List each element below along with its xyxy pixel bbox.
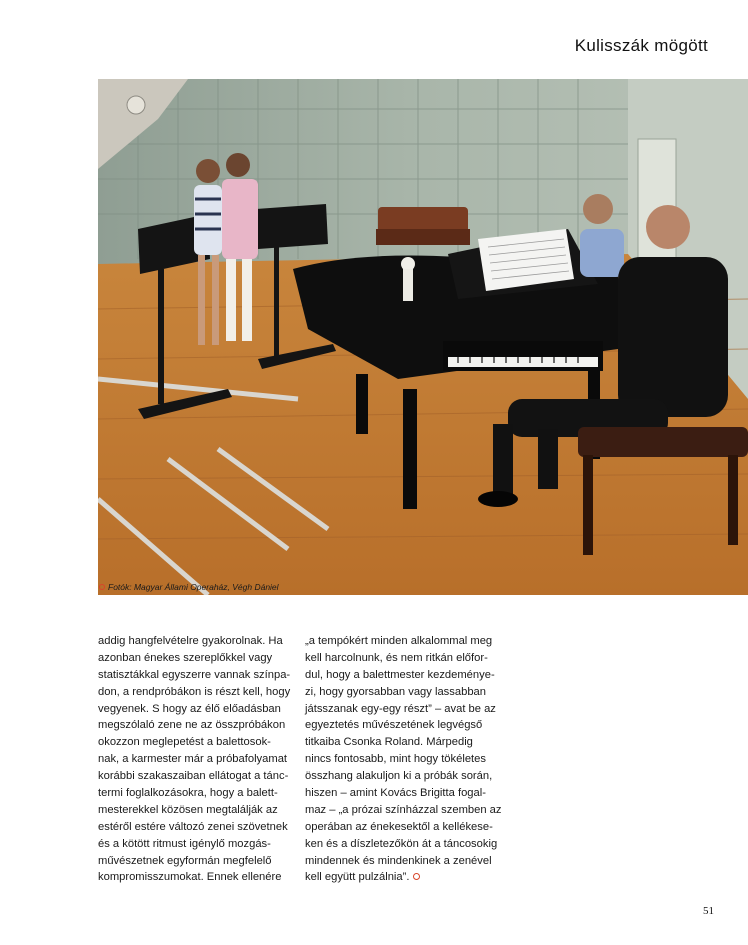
text-line: kompromisszumokat. Ennek ellenére (98, 871, 282, 884)
text-line: zi, hogy gyorsabban vagy lassabban (305, 685, 486, 698)
rehearsal-photo (98, 79, 748, 595)
text-line: mesterekkel közösen megtalálják az (98, 803, 278, 816)
article-column-right (305, 633, 501, 886)
text-line: „a tempókért minden alkalommal meg (305, 635, 493, 647)
text-line: egyeztetés művészetének legvégső (305, 719, 483, 732)
bullet-circle-icon (99, 584, 105, 590)
text-line: nincs fontosabb, mint hogy tökéletes (305, 753, 486, 766)
text-line: ken és a díszletezőkön át a táncosokig (305, 837, 498, 850)
text-line: korábbi szakaszaiban ellátogat a tánc- (98, 770, 289, 783)
text-line: összhang alakuljon ki a próbák során, (305, 770, 493, 783)
text-line: kell harcolnunk, és nem ritkán előfor- (305, 651, 488, 664)
section-title: Kulisszák mögött (574, 36, 708, 55)
text-line: operában az énekesektől a kellékese- (305, 820, 493, 833)
text-line: maz – „a prózai színházzal szemben az (305, 803, 502, 816)
text-line: don, a rendpróbákon is részt kell, hogy (98, 685, 291, 698)
end-mark-icon (413, 873, 420, 880)
text-line: termi foglalkozásokra, hogy a balett- (98, 787, 278, 800)
text-line: mindennek és mindenkinek a zenével (305, 854, 492, 867)
photo-credit (99, 582, 279, 592)
text-line-content: kell együtt pulzálnia”. (305, 871, 410, 884)
text-line: titkaiba Csonka Roland. Márpedig (305, 736, 473, 749)
text-line: vegyenek. S hogy az élő előadásban (98, 702, 281, 715)
page-number: 51 (703, 905, 714, 917)
text-line: nak, a karmester már a próbafolyamat (98, 753, 288, 766)
text-line: addig hangfelvételre gyakorolnak. Ha (98, 635, 283, 647)
text-line: okozzon meglepetést a balettosok- (98, 736, 271, 749)
text-line: statisztákkal egyszerre vannak színpa- (98, 668, 291, 681)
text-line: hiszen – amint Kovács Brigitta fogal- (305, 787, 486, 800)
text-line: azonban énekes szereplőkkel vagy (98, 651, 273, 664)
text-line: estéről estére változó zenei szövetnek (98, 820, 288, 833)
text-line-last (305, 869, 501, 886)
text-line: dul, hogy a balettmester kezdeménye- (305, 668, 495, 681)
article-column-left (98, 633, 290, 886)
text-line: megszólaló zene ne az összpróbákon (98, 719, 286, 732)
text-line: és a kötött ritmust igénylő mozgás- (98, 837, 271, 850)
photo-credit-text: Fotók: Magyar Állami Operaház, Végh Dániel (108, 582, 279, 592)
text-line: művészetnek egyformán megfelelő (98, 854, 272, 867)
text-line: játsszanak egy-egy részt” – avat be az (305, 702, 496, 715)
